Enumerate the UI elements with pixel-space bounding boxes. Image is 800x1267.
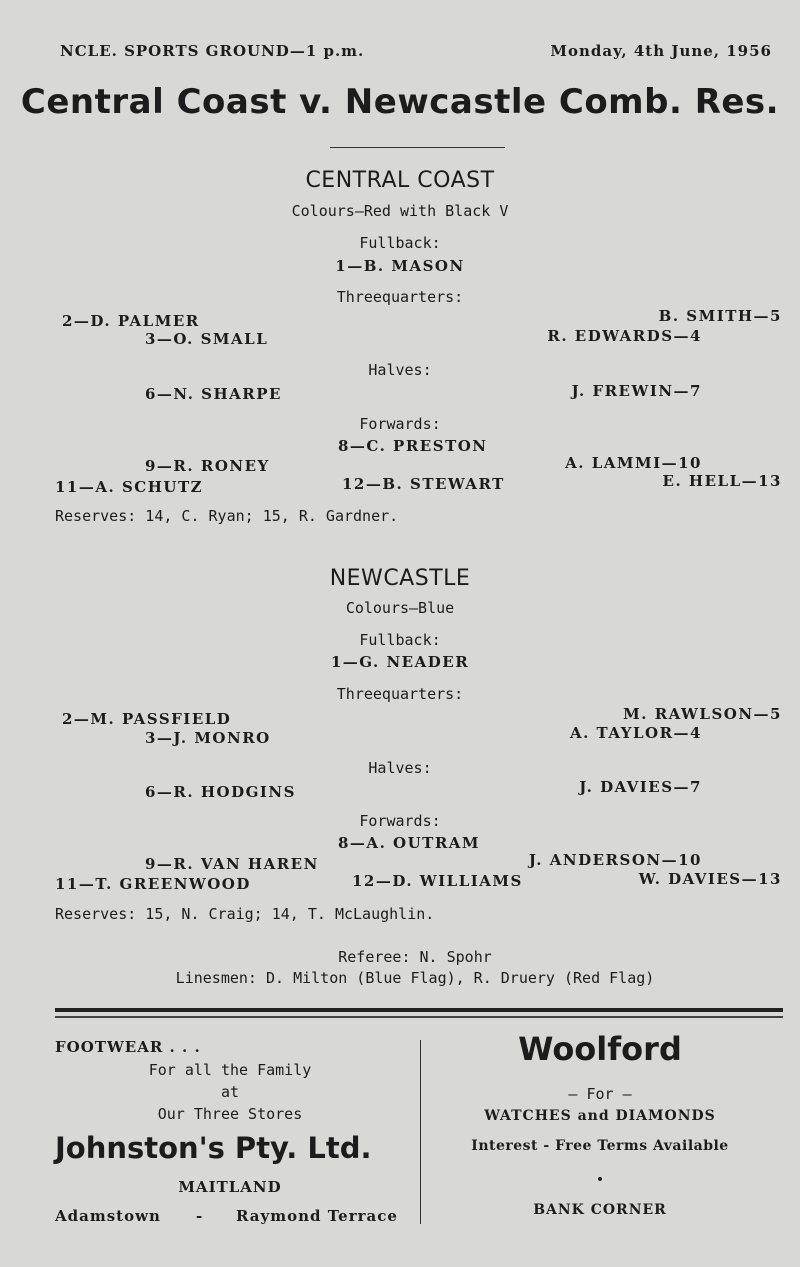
player-12: 12—D. WILLIAMS [352,872,523,890]
player-2: 2—D. PALMER [62,312,200,330]
player-5: M. RAWLSON—5 [623,705,782,723]
player-8: 8—A. OUTRAM [338,834,481,852]
footer-divider-thin [55,1016,783,1018]
player-8: 8—C. PRESTON [338,437,488,455]
forwards-heading: Forwards: [359,812,441,830]
player-5: B. SMITH—5 [658,307,782,325]
threequarters-heading: Threequarters: [336,685,464,703]
footer-divider [55,1008,783,1012]
ad-johnstons-town: MAITLAND [178,1178,282,1196]
player-4: A. TAYLOR—4 [569,724,702,742]
team-colours: Colours—Red with Black V [291,202,509,220]
halves-heading: Halves: [368,361,432,379]
ad-footwear-line: For all the Family [148,1061,312,1079]
player-3: 3—J. MONRO [145,729,271,747]
player-9: 9—R. RONEY [145,457,270,475]
player-4: R. EDWARDS—4 [547,327,702,345]
player-10: A. LAMMI—10 [565,454,702,472]
player-11: 11—T. GREENWOOD [55,875,251,893]
ad-woolford-brand: Woolford [518,1030,682,1068]
forwards-heading: Forwards: [359,415,441,433]
bullet-icon: • [595,1172,605,1188]
ad-woolford-location: BANK CORNER [533,1202,667,1218]
player-7: J. FREWIN—7 [571,382,702,400]
ad-johnstons-brand: Johnston's Pty. Ltd. [55,1131,372,1165]
ad-woolford-for: — For — [568,1085,632,1103]
player-1: 1—G. NEADER [330,653,470,671]
match-date: Monday, 4th June, 1956 [550,42,772,60]
venue-time: NCLE. SPORTS GROUND—1 p.m. [60,42,365,60]
threequarters-heading: Threequarters: [336,288,464,306]
player-3: 3—O. SMALL [145,330,269,348]
team-colours: Colours—Blue [345,599,455,617]
ad-footwear-line: Our Three Stores [157,1105,303,1123]
title-divider [330,147,505,148]
linesmen: Linesmen: D. Milton (Blue Flag), R. Druery (Red Flag) [175,969,655,987]
player-1: 1—B. MASON [335,257,465,275]
player-9: 9—R. VAN HAREN [145,855,319,873]
ad-woolford-line: Interest - Free Terms Available [471,1138,729,1154]
team-name-newcastle: NEWCASTLE [329,566,471,591]
player-13: E. HELL—13 [662,472,782,490]
player-2: 2—M. PASSFIELD [62,710,232,728]
player-10: J. ANDERSON—10 [528,851,702,869]
player-11: 11—A. SCHUTZ [55,478,204,496]
ad-johnstons-separator: - [196,1207,204,1225]
ad-woolford-line: WATCHES and DIAMONDS [484,1108,716,1124]
player-13: W. DAVIES—13 [638,870,782,888]
fullback-heading: Fullback: [359,234,441,252]
player-6: 6—R. HODGINS [145,783,296,801]
ad-divider [420,1040,421,1224]
player-7: J. DAVIES—7 [579,778,702,796]
player-6: 6—N. SHARPE [145,385,282,403]
reserves: Reserves: 15, N. Craig; 14, T. McLaughlin. [55,905,435,923]
ad-footwear-line: at [220,1083,240,1101]
fullback-heading: Fullback: [359,631,441,649]
ad-johnstons-location: Raymond Terrace [236,1207,398,1225]
reserves: Reserves: 14, C. Ryan; 15, R. Gardner. [55,507,399,525]
match-title: Central Coast v. Newcastle Comb. Res. [20,82,780,122]
referee: Referee: N. Spohr [338,948,492,966]
halves-heading: Halves: [368,759,432,777]
ad-footwear-heading: FOOTWEAR . . . [55,1038,201,1056]
ad-johnstons-location: Adamstown [55,1207,161,1225]
team-name-central-coast: CENTRAL COAST [305,168,495,193]
player-12: 12—B. STEWART [342,475,505,493]
